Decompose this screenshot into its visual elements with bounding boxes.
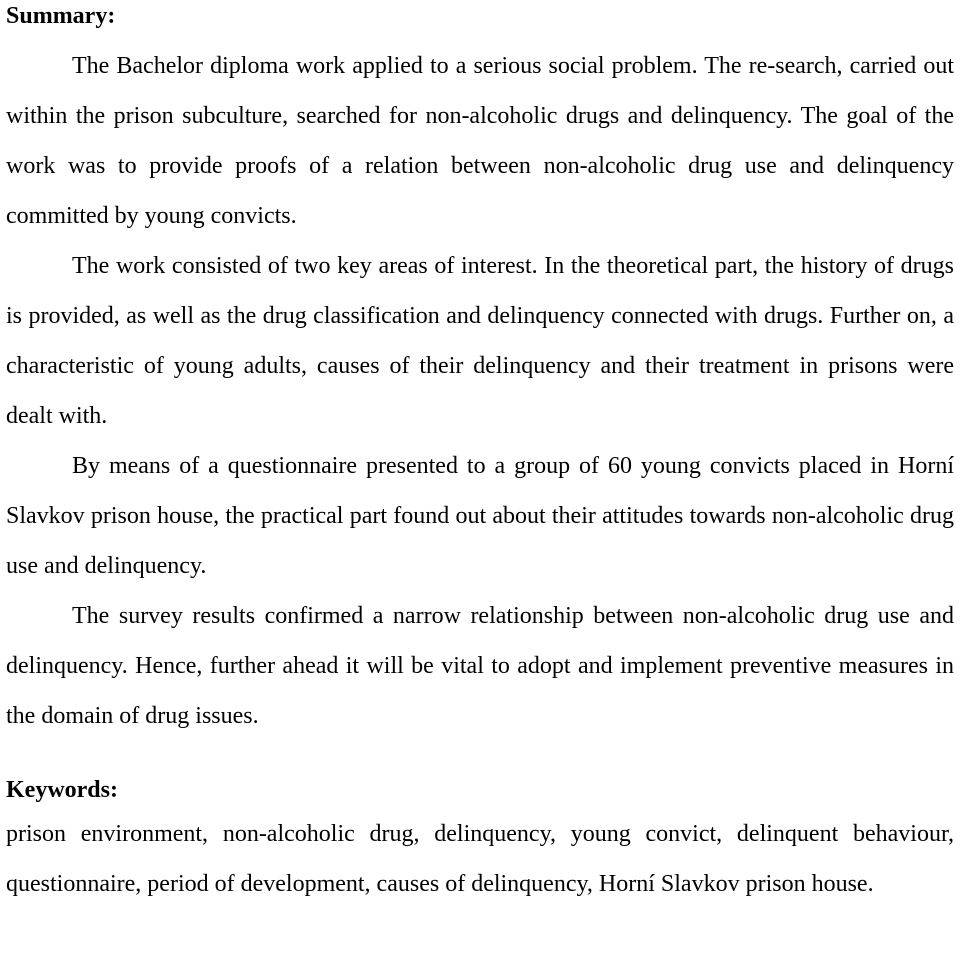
keywords-heading: Keywords: <box>6 777 118 803</box>
summary-paragraph-3: By means of a questionnaire presented to a group of 60 young convicts placed in Horní Slavkov prison house, the practical part found out about their attitudes towards non-alcoholic drug use and delinquency. <box>6 453 954 579</box>
summary-paragraph-1: The Bachelor diploma work applied to a serious social problem. The re-search, carried out within the prison subculture, searched for non-alcoholic drugs and delinquency. The goal of the work was to provide proofs of a relation between non-alcoholic drug use and delinquency committed by young convicts. <box>6 53 954 229</box>
summary-heading: Summary: <box>6 3 116 29</box>
keywords-text: prison environment, non-alcoholic drug, delinquency, young convict, delinquent behaviour, questionnaire, period of development, causes of delinquency, Horní Slavkov prison house. <box>6 821 954 897</box>
summary-paragraph-4: The survey results confirmed a narrow relationship between non-alcoholic drug use and delinquency. Hence, further ahead it will be vital to adopt and implement preventive measures in the domain of drug issues. <box>6 603 954 729</box>
summary-paragraph-2: The work consisted of two key areas of interest. In the theoretical part, the history of drugs is provided, as well as the drug classification and delinquency connected with drugs. Further on, a characteristic of young adults, causes of their delinquency and their treatment in prisons were dealt with. <box>6 253 954 429</box>
